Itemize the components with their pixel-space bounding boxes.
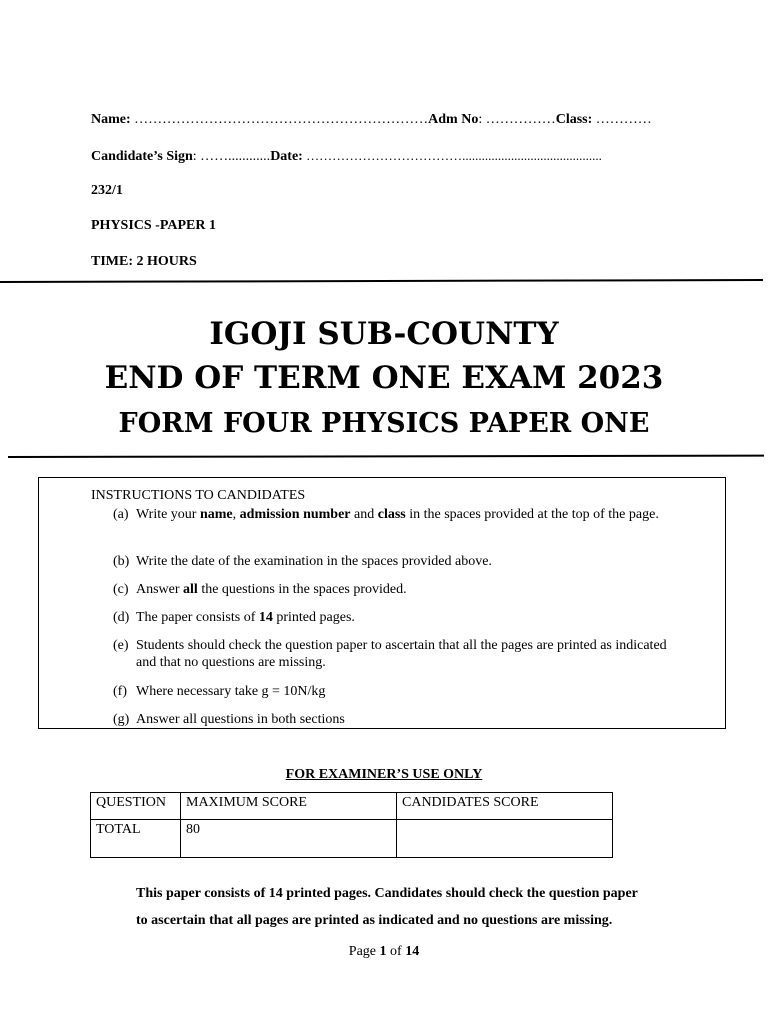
instruction-e (113, 637, 673, 673)
examiner-heading: FOR EXAMINER’S USE ONLY (285, 767, 483, 782)
sign-field[interactable]: : ……............ (192, 149, 271, 164)
name-line (91, 112, 652, 128)
top-divider (0, 279, 763, 283)
title-paper: FORM FOUR PHYSICS PAPER ONE (118, 408, 650, 439)
name-label: Name: (91, 112, 131, 127)
paper-subject: PHYSICS -PAPER 1 (91, 218, 216, 233)
date-field[interactable]: ………………………………........................................... (302, 148, 602, 163)
page-number: Page 1 of 14 (348, 944, 420, 959)
column-header: CANDIDATES SCORE (397, 793, 613, 820)
sign-label: Candidate’s Sign (91, 149, 193, 164)
column-header: QUESTION (91, 793, 181, 820)
table-header-row (91, 793, 613, 820)
class-field[interactable]: ………… (592, 112, 652, 127)
instruction-label: (e) (113, 638, 129, 653)
instructions-heading: INSTRUCTIONS TO CANDIDATES (91, 488, 306, 503)
title-exam: END OF TERM ONE EXAM 2023 (104, 360, 664, 396)
instruction-text: Students should check the question paper to ascertain that all the pages are printed as indicated and that no questions are missing. (136, 638, 667, 670)
instruction-text: The paper consists of 14 printed pages. (136, 610, 355, 625)
table-cell: TOTAL (91, 820, 181, 858)
table-row (91, 820, 613, 858)
instruction-text: Write the date of the examination in the spaces provided above. (136, 554, 492, 569)
instructions-box (38, 477, 726, 729)
note-line-2: to ascertain that all pages are printed as indicated and no questions are missing. (136, 913, 613, 928)
name-field[interactable]: ……………………………………………………… (130, 112, 429, 127)
date-label: Date: (270, 149, 303, 164)
paper-code: 232/1 (91, 183, 123, 198)
instruction-text: Where necessary take g = 10N/kg (136, 684, 326, 699)
instruction-label: (b) (113, 554, 130, 569)
instruction-label: (g) (113, 712, 130, 727)
examiner-score-table (90, 792, 613, 858)
note-line-1: This paper consists of 14 printed pages. Candidates should check the question paper (136, 886, 638, 901)
instruction-text: Answer all the questions in the spaces provided. (136, 582, 407, 597)
instruction-text: Answer all questions in both sections (136, 712, 345, 727)
title-county: IGOJI SUB-COUNTY (209, 316, 559, 352)
adm-field[interactable]: : …………… (478, 112, 556, 127)
table-cell: 80 (181, 820, 397, 858)
instruction-label: (f) (113, 684, 127, 699)
paper-time: TIME: 2 HOURS (91, 254, 197, 269)
column-header: MAXIMUM SCORE (181, 793, 397, 820)
instruction-label: (a) (113, 507, 129, 522)
sign-line (91, 148, 602, 165)
title-divider (8, 455, 764, 458)
instruction-a (113, 506, 673, 542)
instruction-label: (c) (113, 582, 129, 597)
instruction-text: Write your name, admission number and class in the spaces provided at the top of the page. (136, 507, 659, 522)
adm-label: Adm No (428, 112, 479, 127)
instruction-label: (d) (113, 610, 130, 625)
candidate-score-cell[interactable] (397, 820, 613, 858)
class-label: Class: (555, 112, 593, 127)
